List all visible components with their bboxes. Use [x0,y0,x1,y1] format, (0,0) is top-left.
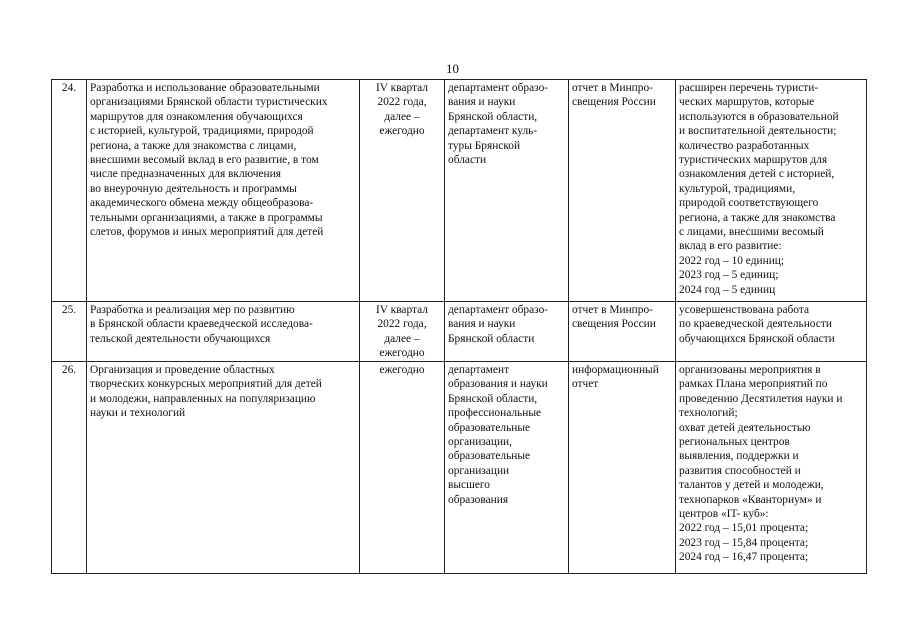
measure-cell [87,302,360,362]
text-line: 2022 года, [377,318,427,331]
text-line: Брянской области, [448,110,538,123]
row-number: 25. [52,302,87,362]
text-line: по краеведческой деятельности [679,318,832,331]
text-line: охват детей деятельностью [679,421,811,434]
text-line: 2022 год – 10 единиц; [679,254,785,267]
text-line: туры Брянской [448,139,521,152]
table-row [52,362,867,574]
text-line: внесшими весомый вклад в его развитие, в том [90,154,319,167]
text-line: далее – [384,332,420,345]
text-line: отчет в Минпро- [572,82,653,94]
text-line: Брянской области [448,332,535,345]
text-line: вания и науки [448,318,516,331]
text-line: 2022 год – 15,01 процента; [679,522,809,535]
text-line: 2023 год – 15,84 процента; [679,536,809,549]
row-number: 24. [52,80,87,302]
result-cell [676,80,867,302]
text-line: организации [448,464,510,477]
text-line: региона, а также для знакомства [679,211,836,224]
text-line: технопарков «Кванториум» и [679,493,822,506]
text-line: и воспитательной деятельности; [679,125,837,138]
text-line: Разработка и реализация мер по развитию [90,304,295,316]
text-line: департамент куль- [448,125,538,138]
text-line: профессиональные [448,407,542,420]
text-line: образования [448,493,509,506]
table-row [52,80,867,302]
text-line: в Брянской области краеведческой исследова- [90,318,313,331]
plan-table [51,79,867,574]
text-line: выявления, поддержки и [679,450,799,463]
text-line: ежегодно [379,364,425,376]
text-line: департамент [448,364,510,376]
table-body [52,80,867,574]
text-line: организациями Брянской области туристических [90,96,328,109]
text-line: используются в образовательной [679,110,839,123]
text-line: Организация и проведение областных [90,364,275,376]
text-line: и молодежи, направленных на популяризацию [90,392,316,405]
term-cell [360,80,445,302]
text-line: ежегодно [379,125,425,138]
text-line: 2024 год – 5 единиц [679,283,776,296]
text-line: маршрутов для ознакомления обучающихся [90,110,303,123]
text-line: творческих конкурсных мероприятий для детей [90,378,322,391]
text-line: области [448,154,487,167]
text-line: 2024 год – 16,47 процента; [679,551,809,564]
row-number: 26. [52,362,87,574]
text-line: ежегодно [379,347,425,360]
measure-cell [87,80,360,302]
report-cell [569,302,676,362]
text-line: природой соответствующего [679,197,819,210]
text-line: проведению Десятилетия науки и [679,392,843,405]
text-line: информационный [572,364,659,376]
page-number: 10 [446,61,459,76]
text-line: ознакомления детей с историей, [679,168,835,181]
text-line: вания и науки [448,96,516,109]
term-cell [360,302,445,362]
text-line: образовательные [448,450,531,463]
text-line: слетов, форумов и иных мероприятий для детей [90,226,324,239]
text-line: тельской деятельности обучающихся [90,332,271,345]
term-cell [360,362,445,574]
text-line: образовательные [448,421,531,434]
text-line: во внеурочную деятельность и программы [90,182,297,195]
text-line: вклад в его развитие: [679,240,782,253]
measure-cell [87,362,360,574]
text-line: культурой, традициями, [679,182,796,195]
text-line: департамент образо- [448,82,549,94]
text-line: числе предназначенных для включения [90,168,281,181]
text-line: региональных центров [679,436,790,449]
text-line: отчет в Минпро- [572,304,653,316]
text-line: с историей, культурой, традициями, природой [90,125,314,138]
text-line: с лицами, внесшими весомый [679,226,824,239]
result-cell [676,302,867,362]
text-line: академического обмена между общеобразова- [90,197,314,210]
text-line: ческих маршрутов, которые [679,96,815,109]
executor-cell [445,80,569,302]
text-line: технологий; [679,407,738,420]
text-line: далее – [384,110,420,123]
result-cell [676,362,867,574]
text-line: развития способностей и [679,464,801,477]
text-line: науки и технологий [90,407,186,420]
executor-cell [445,302,569,362]
text-line: талантов у детей и молодежи, [679,479,824,492]
text-line: высшего [448,479,490,492]
text-line: тельными организациями, а также в программы [90,211,323,224]
text-line: IV квартал [376,304,428,316]
text-line: свещения России [572,96,656,109]
text-line: обучающихся Брянской области [679,332,835,345]
table-row [52,302,867,362]
text-line: региона, а также для знакомства с лицами, [90,139,297,152]
text-line: центров «IT- куб»: [679,508,769,521]
text-line: рамках Плана мероприятий по [679,378,828,391]
text-line: 2023 год – 5 единиц; [679,269,779,282]
text-line: отчет [572,378,599,391]
text-line: расширен перечень туристи- [679,82,819,94]
text-line: организованы мероприятия в [679,364,821,376]
text-line: 2022 года, [377,96,427,109]
text-line: усовершенствована работа [679,304,810,316]
text-line: организации, [448,436,512,449]
report-cell [569,362,676,574]
text-line: департамент образо- [448,304,549,316]
text-line: IV квартал [376,82,428,94]
report-cell [569,80,676,302]
text-line: Разработка и использование образовательными [90,82,320,94]
text-line: количество разработанных [679,139,810,152]
text-line: Брянской области, [448,392,538,405]
executor-cell [445,362,569,574]
text-line: туристических маршрутов для [679,154,828,167]
text-line: образования и науки [448,378,548,391]
text-line: свещения России [572,318,656,331]
